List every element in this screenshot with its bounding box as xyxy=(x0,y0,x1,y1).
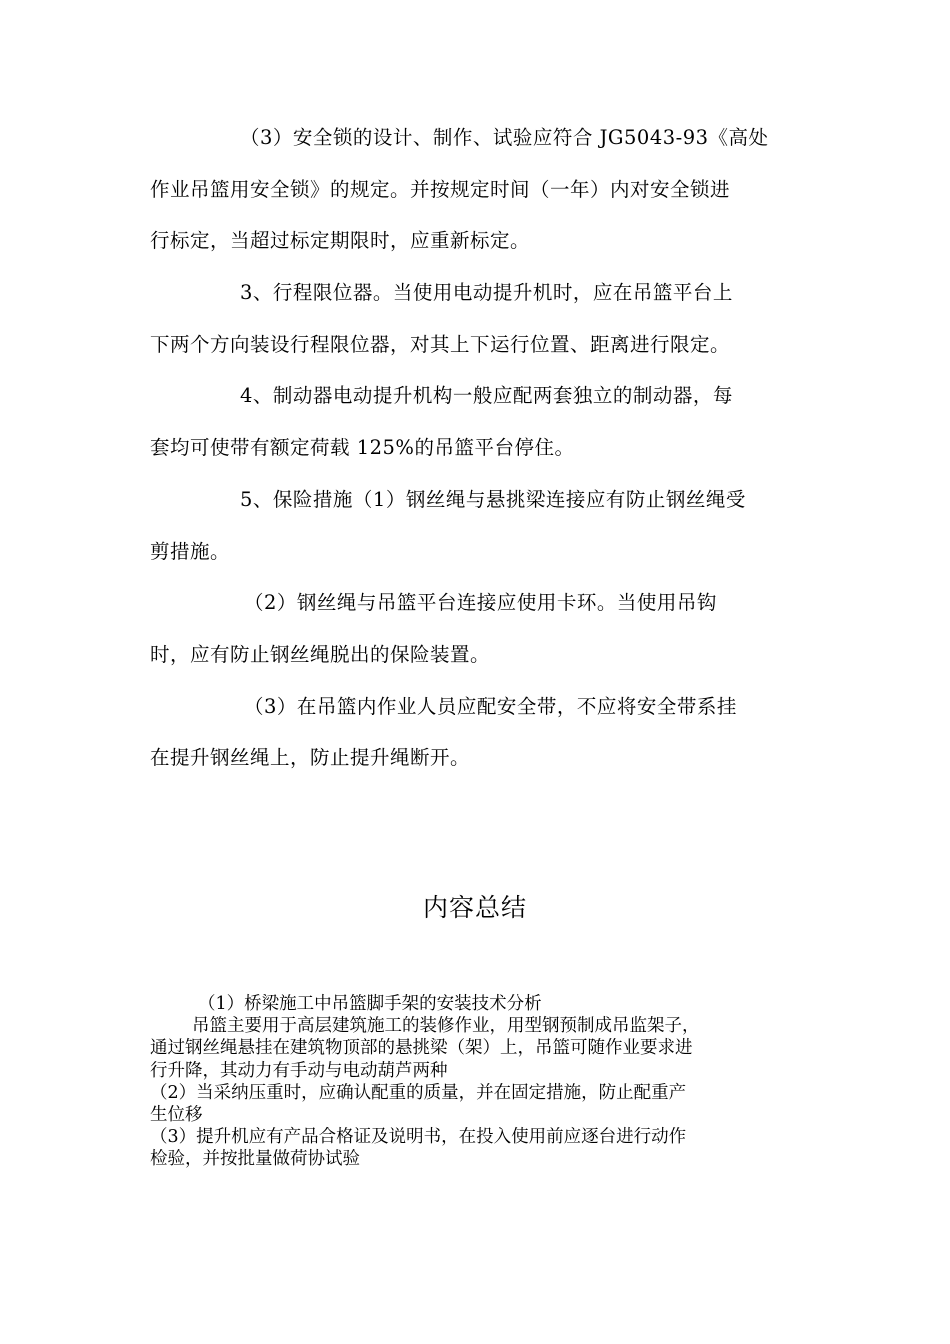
paragraph-line: （3）安全锁的设计、制作、试验应符合 JG5043-93《高处 xyxy=(240,126,769,149)
paragraph-line: 4、制动器电动提升机构一般应配两套独立的制动器，每 xyxy=(240,384,733,408)
paragraph-line: 在提升钢丝绳上，防止提升绳断开。 xyxy=(150,746,471,770)
summary-line: 吊篮主要用于高层建筑施工的装修作业，用型钢预制成吊监架子， xyxy=(192,1016,700,1037)
paragraph-line: 套均可使带有额定荷载 125%的吊篮平台停住。 xyxy=(150,436,575,460)
paragraph-line: 下两个方向装设行程限位器，对其上下运行位置、距离进行限定。 xyxy=(150,332,731,356)
paragraph-line: （3）在吊篮内作业人员应配安全带，不应将安全带系挂 xyxy=(244,694,737,718)
summary-line: （1）桥梁施工中吊篮脚手架的安装技术分析 xyxy=(198,994,542,1014)
paragraph-line: 剪措施。 xyxy=(150,539,231,563)
summary-line: 行升降，其动力有手动与电动葫芦两种 xyxy=(150,1060,448,1081)
paragraph-line: 作业吊篮用安全锁》的规定。并按规定时间（一年）内对安全锁进 xyxy=(150,177,731,201)
summary-line: 生位移 xyxy=(150,1104,203,1125)
paragraph-line: （2）钢丝绳与吊篮平台连接应使用卡环。当使用吊钩 xyxy=(244,591,717,615)
paragraph-line: 3、行程限位器。当使用电动提升机时，应在吊篮平台上 xyxy=(240,281,733,305)
summary-line: 检验，并按批量做荷协试验 xyxy=(150,1149,360,1170)
summary-line: （3）提升机应有产品合格证及说明书，在投入使用前应逐台进行动作 xyxy=(150,1127,687,1148)
summary-title: 内容总结 xyxy=(422,893,527,922)
summary-line: 通过钢丝绳悬挂在建筑物顶部的悬挑梁（架）上，吊篮可随作业要求进 xyxy=(150,1038,693,1059)
summary-line: （2）当采纳压重时，应确认配重的质量，并在固定措施，防止配重产 xyxy=(150,1082,687,1103)
paragraph-line: 时，应有防止钢丝绳脱出的保险装置。 xyxy=(150,642,491,666)
summary-text xyxy=(150,993,802,1171)
body-text xyxy=(150,118,802,790)
paragraph-line: 行标定，当超过标定期限时，应重新标定。 xyxy=(150,229,531,253)
paragraph-line: 5、保险措施（1）钢丝绳与悬挑梁连接应有防止钢丝绳受 xyxy=(240,487,746,511)
